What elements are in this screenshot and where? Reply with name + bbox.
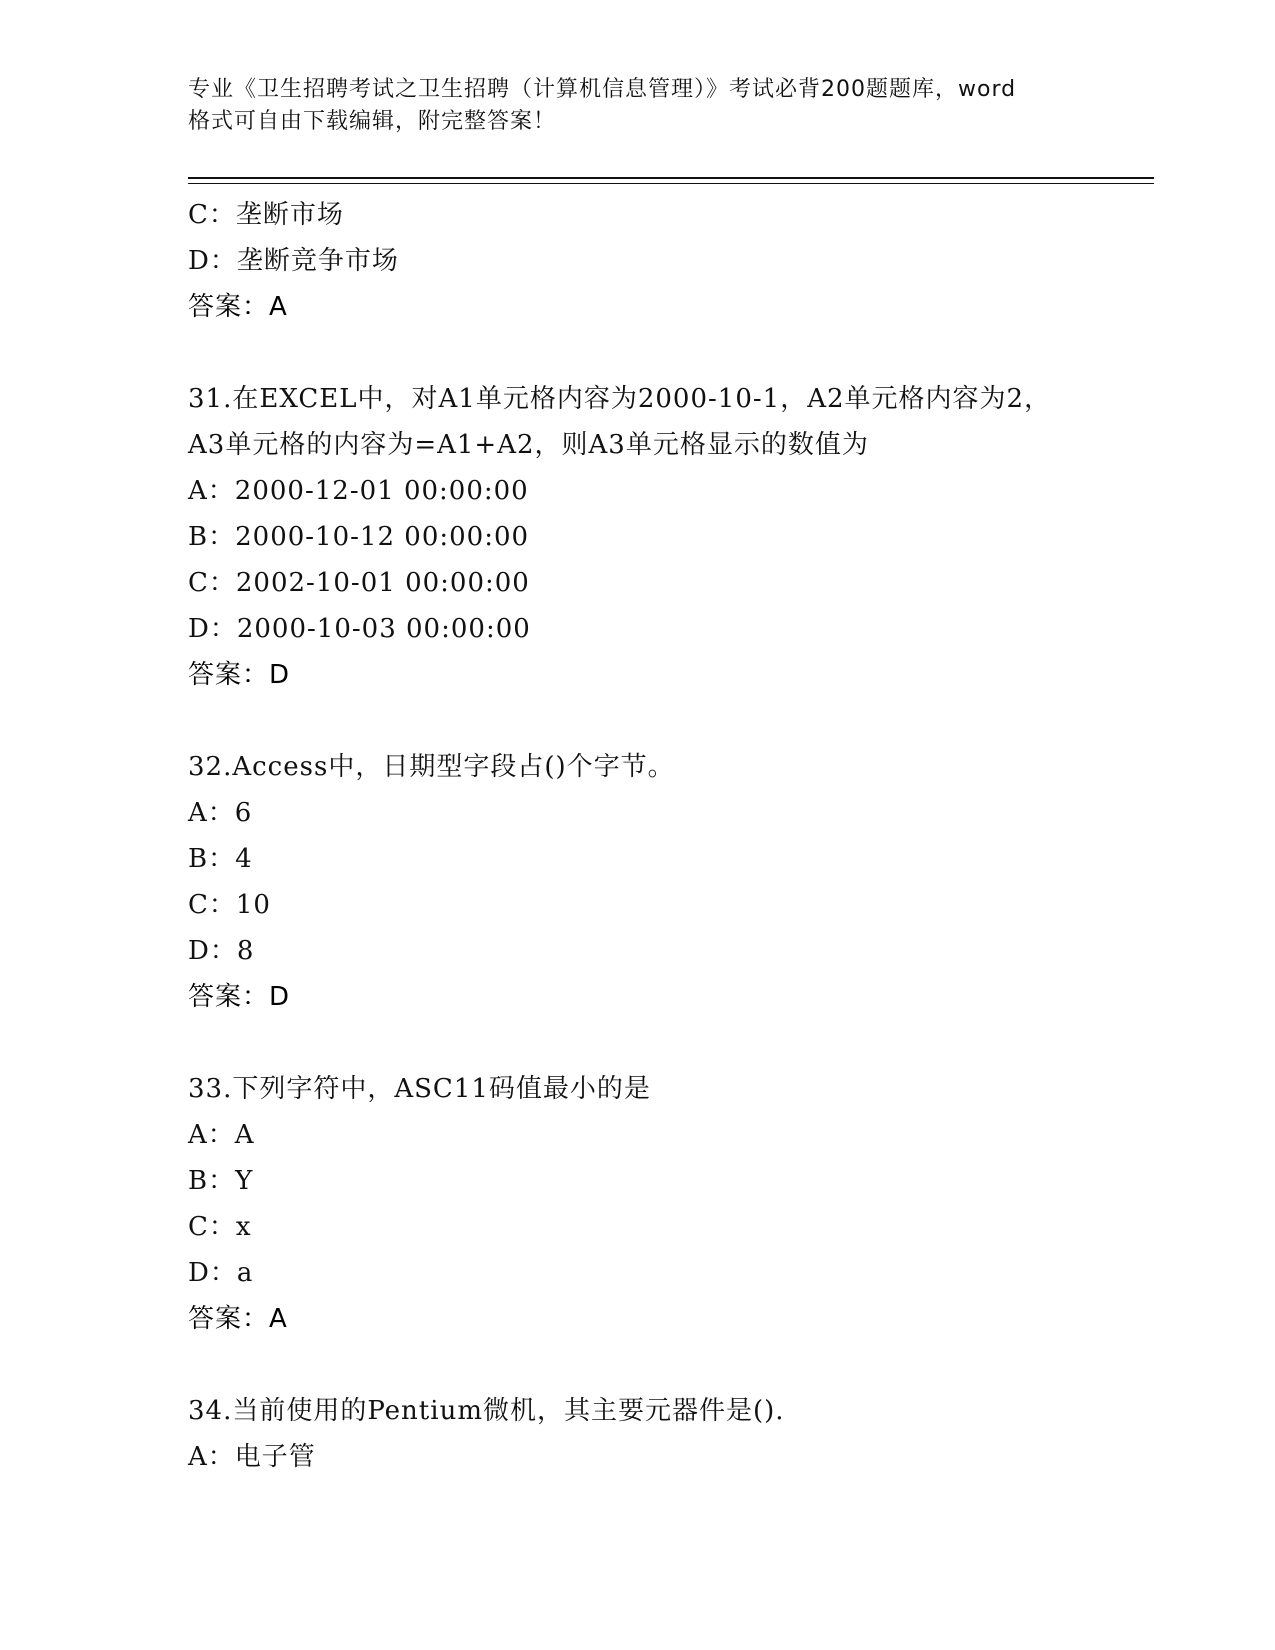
option-a: A：A [188, 1120, 255, 1150]
option-c: C：10 [188, 890, 271, 920]
header-divider-thin [188, 183, 1154, 184]
question-stem: 34.当前使用的Pentium微机，其主要元器件是(). [188, 1396, 785, 1426]
header-divider-thick [188, 177, 1154, 179]
option-b: B：4 [188, 844, 253, 874]
question-stem: 32.Access中，日期型字段占()个字节。 [188, 752, 675, 782]
header-line-1: 专业《卫生招聘考试之卫生招聘（计算机信息管理）》考试必背200题题库，word [188, 77, 1017, 102]
option-a: A：6 [188, 798, 253, 828]
option-a: A：电子管 [188, 1442, 316, 1472]
answer-line: 答案：A [188, 292, 288, 322]
option-d: D：a [188, 1258, 254, 1288]
option-d: D：垄断竞争市场 [188, 246, 399, 276]
option-a: A：2000-12-01 00:00:00 [188, 476, 529, 506]
answer-line: 答案：D [188, 982, 291, 1012]
spacer [188, 698, 1154, 744]
prev-question-block [188, 192, 1154, 330]
spacer [188, 330, 1154, 376]
spacer [188, 1342, 1154, 1388]
document-header [188, 74, 1108, 138]
question-33 [188, 1066, 1154, 1342]
question-list [188, 192, 1154, 1480]
option-c: C：2002-10-01 00:00:00 [188, 568, 530, 598]
header-line-2: 格式可自由下载编辑，附完整答案！ [188, 109, 557, 134]
option-d: D：2000-10-03 00:00:00 [188, 614, 531, 644]
spacer [188, 1020, 1154, 1066]
question-stem-continued: A3单元格的内容为=A1+A2，则A3单元格显示的数值为 [188, 430, 869, 460]
answer-line: 答案：A [188, 1304, 288, 1334]
option-c: C：x [188, 1212, 252, 1242]
question-stem: 31.在EXCEL中，对A1单元格内容为2000-10-1，A2单元格内容为2， [188, 384, 1052, 414]
question-stem: 33.下列字符中，ASC11码值最小的是 [188, 1074, 651, 1104]
option-b: B：Y [188, 1166, 254, 1196]
option-d: D：8 [188, 936, 255, 966]
option-b: B：2000-10-12 00:00:00 [188, 522, 530, 552]
question-32 [188, 744, 1154, 1020]
question-31 [188, 376, 1154, 698]
option-c: C：垄断市场 [188, 200, 344, 230]
question-34 [188, 1388, 1154, 1480]
answer-line: 答案：D [188, 660, 291, 690]
